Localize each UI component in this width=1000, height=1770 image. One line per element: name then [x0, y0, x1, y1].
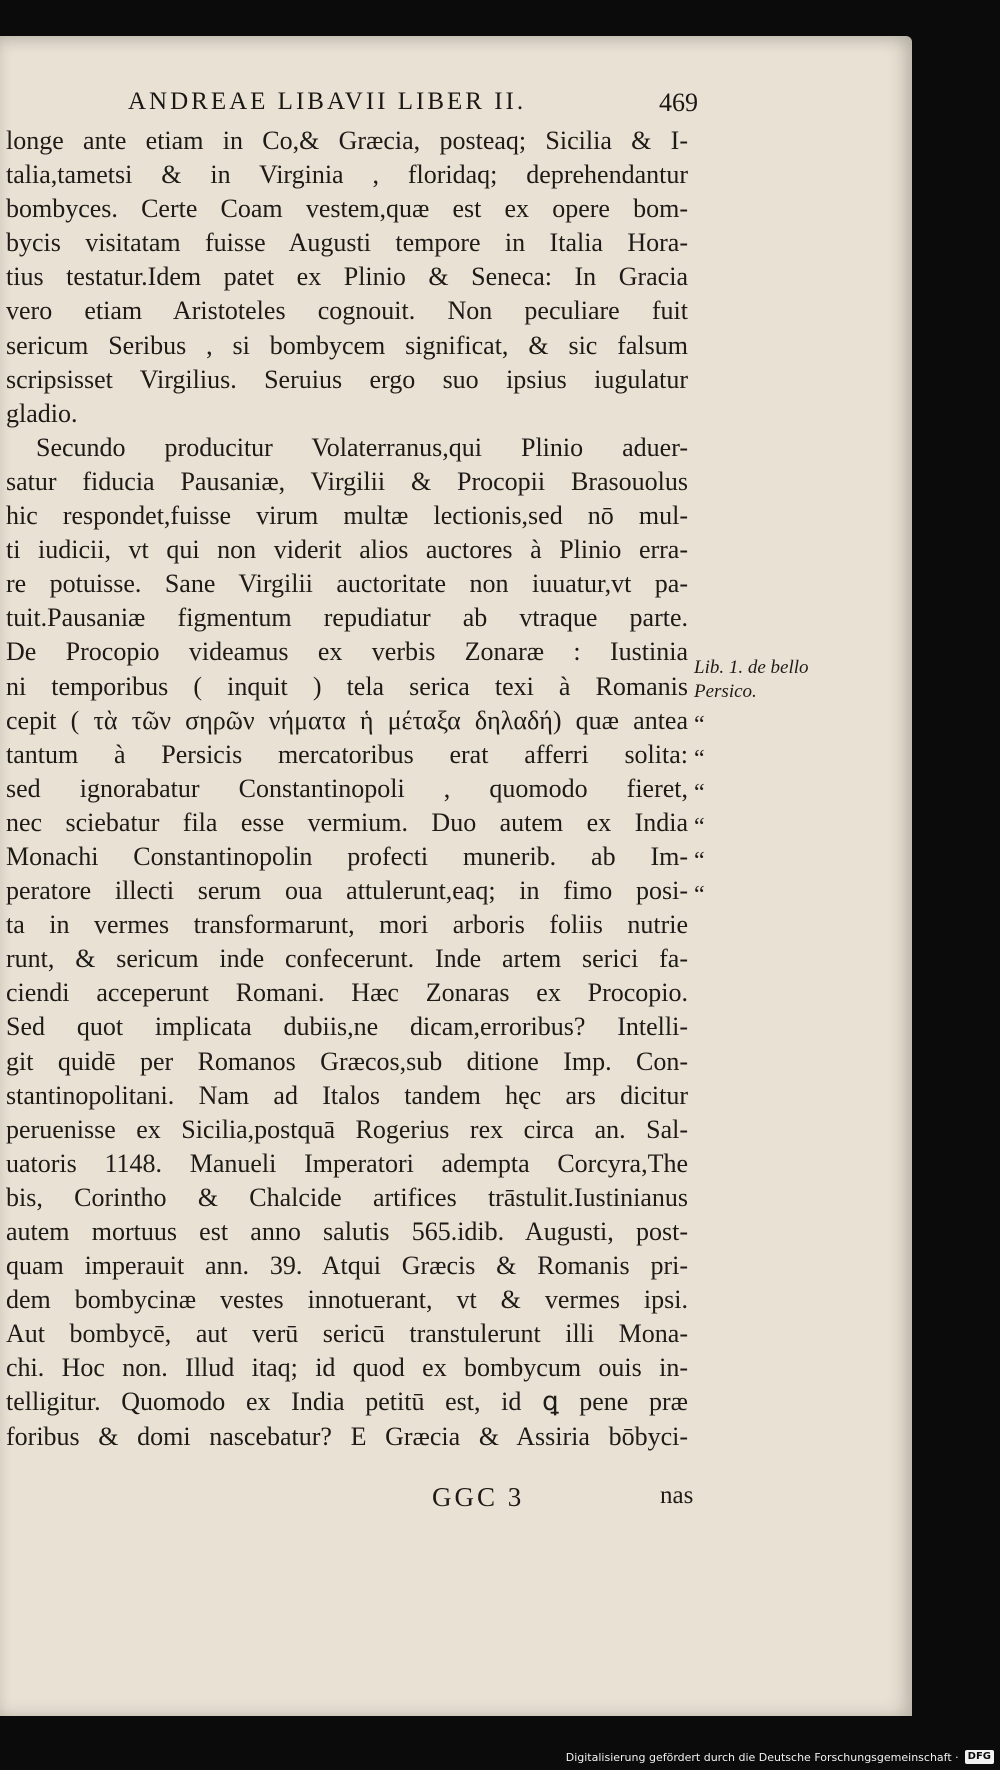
- text-line: ni temporibus ( inquit ) tela serica texi à Romanis: [6, 671, 688, 701]
- credit-text: Digitalisierung gefördert durch die Deutsche Forschungsgemeinschaft ·: [565, 1750, 959, 1764]
- text-line: peruenisse ex Sicilia,postquā Rogerius rex circa an. Sal-: [6, 1114, 688, 1144]
- catchword: nas: [660, 1482, 694, 1509]
- text-line: ti iudicii, vt qui non viderit alios auctores à Plinio erra-: [6, 535, 688, 565]
- text-line: tuit.Pausaniæ figmentum repudiatur ab vtraque parte.: [6, 603, 688, 633]
- text-line: Secundo producitur Volaterranus,qui Plinio aduer-: [36, 432, 688, 462]
- signature-mark: GGC 3: [432, 1482, 525, 1512]
- text-line: nec sciebatur fila esse vermium. Duo autem ex India: [6, 807, 688, 837]
- digitization-credit: [566, 1748, 994, 1766]
- text-line: bis, Corintho & Chalcide artifices trāstulit.Iustinianus: [6, 1182, 688, 1212]
- quotation-marks: [694, 708, 724, 913]
- text-line: Monachi Constantinopolin profecti munerib. ab Im-: [6, 841, 688, 871]
- text-line: tius testatur.Idem patet ex Plinio & Seneca: In Gracia: [6, 262, 688, 292]
- running-head: ANDREAE LIBAVII LIBER II.: [128, 88, 527, 115]
- text-line: sericum Seribus , si bombycem significat, & sic falsum: [6, 330, 688, 360]
- text-line: Sed quot implicata dubiis,ne dicam,erroribus? Intelli-: [6, 1012, 688, 1042]
- text-line: uatoris 1148. Manueli Imperatori adempta Corcyra,The: [6, 1148, 688, 1178]
- text-line: bombyces. Certe Coam vestem,quæ est ex opere bom-: [6, 194, 688, 224]
- quote-mark: “: [694, 780, 705, 807]
- quote-mark: “: [694, 882, 705, 909]
- text-line: ciendi acceperunt Romani. Hæc Zonaras ex Procopio.: [6, 978, 688, 1008]
- text-line: cepit ( τὰ τῶν σηρῶν νήματα ἡ μέταξα δηλαδή) quæ antea: [6, 705, 688, 735]
- text-line: stantinopolitani. Nam ad Italos tandem hęc ars dicitur: [6, 1080, 688, 1110]
- text-line: dem bombycinæ vestes innotuerant, vt & vermes ipsi.: [6, 1285, 688, 1315]
- text-line: bycis visitatam fuisse Augusti tempore in Italia Hora-: [6, 228, 688, 258]
- text-line: chi. Hoc non. Illud itaq; id quod ex bombycum ouis in-: [6, 1353, 688, 1383]
- dfg-logo: DFG: [965, 1750, 994, 1764]
- text-line: vero etiam Aristoteles cognouit. Non peculiare fuit: [6, 296, 688, 326]
- text-line: foribus & domi nascebatur? E Græcia & Assiria bōbyci-: [6, 1421, 688, 1451]
- text-line: git quidē per Romanos Græcos,sub ditione Imp. Con-: [6, 1046, 688, 1076]
- text-line: peratore illecti serum oua attulerunt,eaq; in fimo posi-: [6, 876, 688, 906]
- text-line: De Procopio videamus ex verbis Zonaræ : Iustinia: [6, 637, 688, 667]
- text-line: telligitur. Quomodo ex India petitū est, id ꝗ pene præ: [6, 1387, 688, 1417]
- text-line: longe ante etiam in Co,& Græcia, posteaq; Sicilia & I-: [6, 126, 688, 155]
- text-line: gladio.: [6, 398, 78, 428]
- text-line: hic respondet,fuisse virum multæ lectionis,sed nō mul-: [6, 501, 688, 531]
- quote-mark: “: [694, 712, 705, 738]
- quote-mark: “: [694, 848, 705, 875]
- text-line: ta in vermes transformarunt, mori arboris foliis nutrie: [6, 910, 688, 940]
- text-line: tantum à Persicis mercatoribus erat afferri solita:: [6, 739, 688, 769]
- text-line: talia,tametsi & in Virginia , floridaq; deprehendantur: [6, 160, 688, 190]
- book-page: [0, 36, 912, 1716]
- text-line: sed ignorabatur Constantinopoli , quomodo fieret,: [6, 773, 688, 803]
- text-line: re potuisse. Sane Virgilii auctoritate non iuuatur,vt pa-: [6, 569, 688, 599]
- body-text: [6, 124, 688, 1454]
- margin-note: Lib. 1. de bello Persico.: [694, 657, 809, 702]
- quote-mark: “: [694, 746, 705, 773]
- quote-mark: “: [694, 814, 705, 841]
- text-line: satur fiducia Pausaniæ, Virgilii & Procopii Brasouolus: [6, 466, 688, 496]
- text-line: Aut bombycē, aut verū sericū transtulerunt illi Mona-: [6, 1319, 688, 1349]
- text-line: autem mortuus est anno salutis 565.idib. Augusti, post-: [6, 1217, 688, 1246]
- text-line: runt, & sericum inde confecerunt. Inde artem serici fa-: [6, 944, 688, 974]
- text-line: scripsisset Virgilius. Seruius ergo suo ipsius iugulatur: [6, 364, 688, 394]
- text-line: quam imperauit ann. 39. Atqui Græcis & Romanis pri-: [6, 1251, 688, 1281]
- page-number: 469: [659, 88, 698, 117]
- page-header: [128, 86, 698, 126]
